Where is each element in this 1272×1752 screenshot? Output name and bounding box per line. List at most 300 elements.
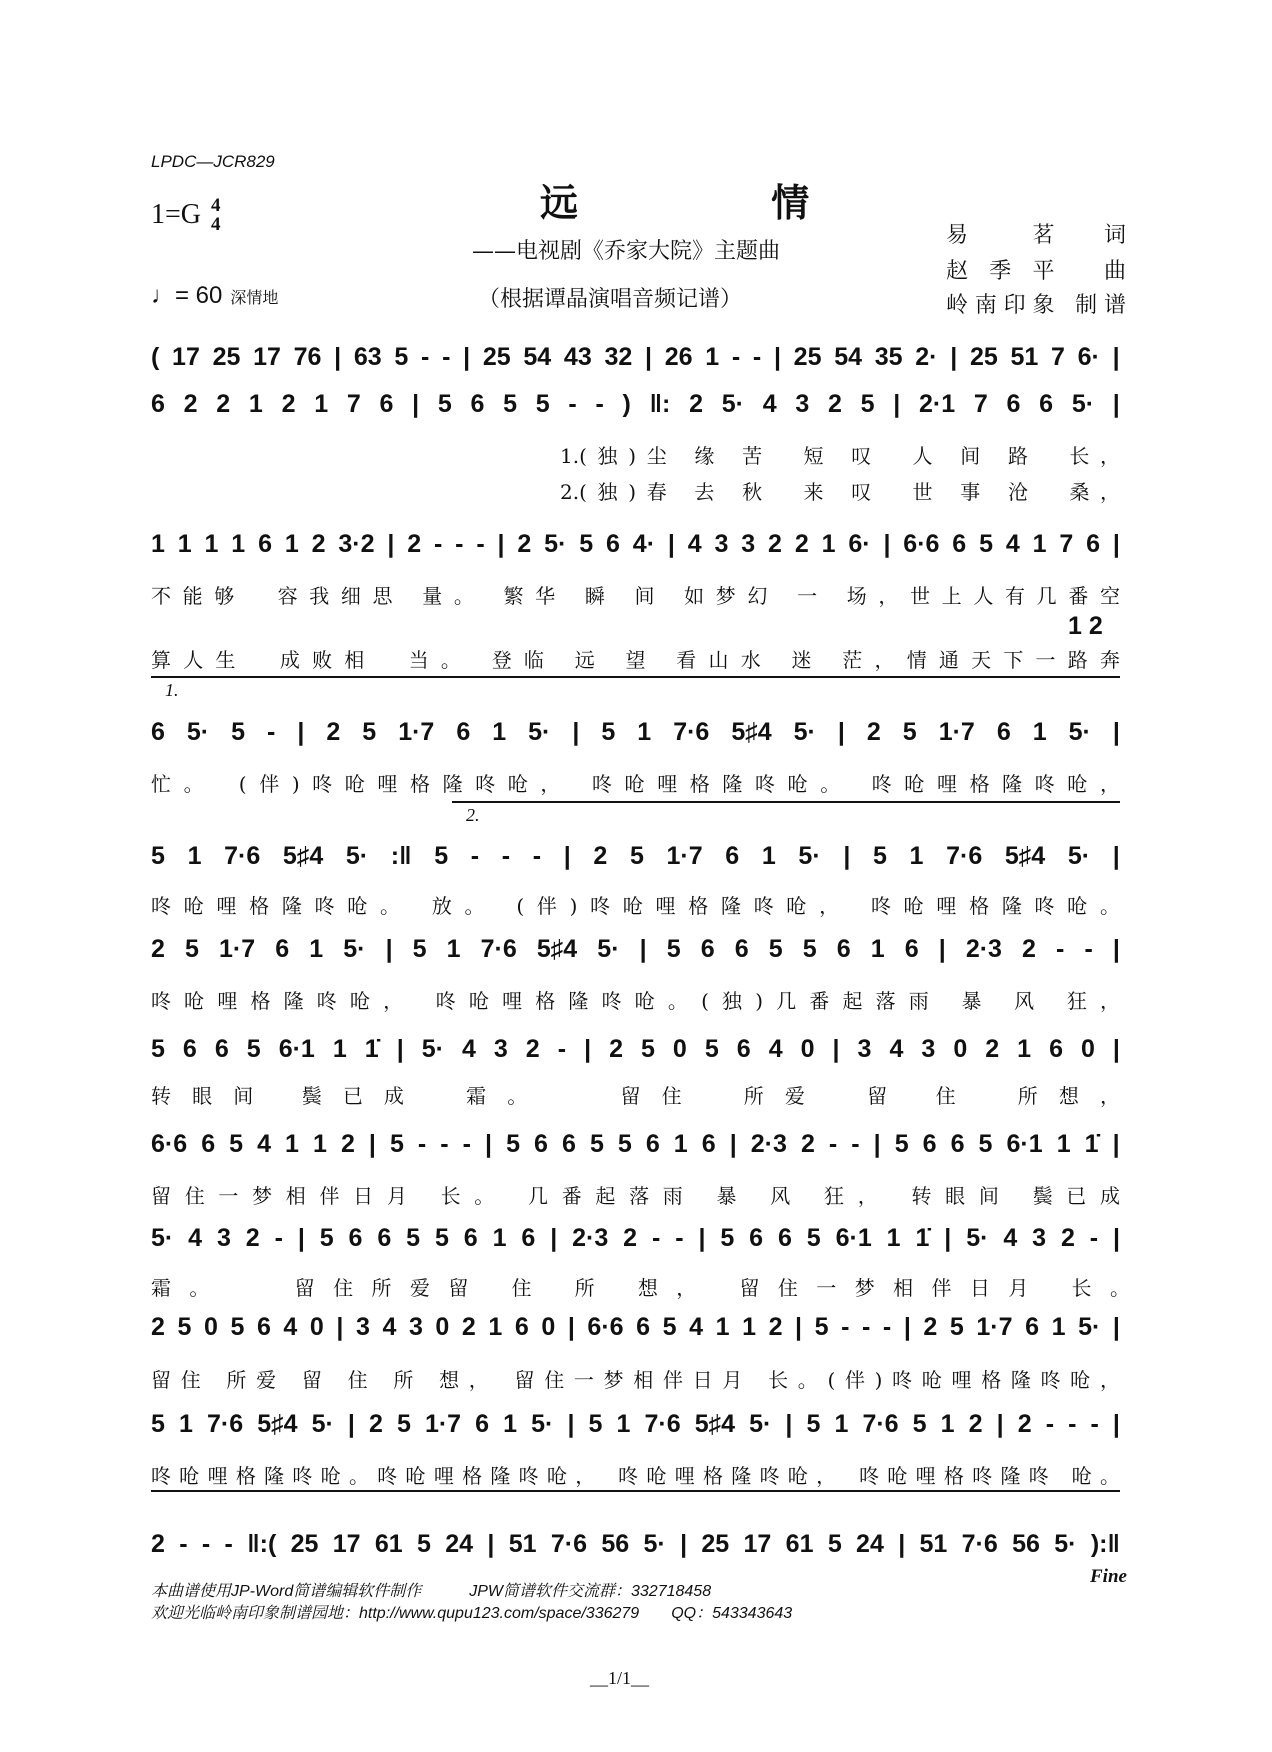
barline: | — [944, 1224, 952, 1252]
note: 5 — [902, 718, 917, 746]
note: 5 — [912, 1410, 927, 1438]
barline: | — [567, 1410, 575, 1438]
barline: | — [898, 1530, 906, 1558]
note: 6 — [636, 1313, 651, 1341]
barline: | — [644, 343, 652, 371]
note: 5♯4 — [731, 718, 772, 746]
note: 5 — [503, 390, 518, 418]
note: 6· — [1077, 343, 1100, 371]
barline: | — [1112, 343, 1120, 371]
volta-label: 2. — [466, 805, 480, 825]
note: 2 — [866, 718, 881, 746]
note: 1 — [715, 1313, 730, 1341]
note: 2 — [245, 1224, 260, 1252]
note: 5 — [949, 1313, 964, 1341]
note: 6 — [1025, 1313, 1039, 1341]
note: 1 — [151, 530, 165, 558]
barline: | — [698, 1224, 706, 1252]
barline: | — [832, 1035, 840, 1063]
note: 2 — [800, 1130, 815, 1158]
note: 6 — [348, 1224, 363, 1252]
note: 17 — [743, 1530, 772, 1558]
note: 1 — [673, 1130, 688, 1158]
note: 4 — [188, 1224, 203, 1252]
note: 1 — [1051, 1313, 1066, 1341]
note: ( — [151, 343, 160, 371]
score-line — [151, 1130, 1120, 1159]
barline: :‖ — [390, 842, 412, 870]
note: 6 — [725, 842, 740, 870]
note: 6 — [379, 390, 394, 418]
note: 1 — [503, 1410, 518, 1438]
note: 1 — [231, 530, 246, 558]
key: 1=G — [151, 199, 202, 230]
time-bottom: 4 — [211, 214, 221, 235]
note: 2 — [461, 1313, 476, 1341]
note: 5 — [814, 1313, 829, 1341]
score-line — [151, 343, 1120, 372]
note: 7·6 — [862, 1410, 899, 1438]
note: 1̇ — [364, 1035, 379, 1063]
note: 5 — [437, 390, 452, 418]
note: - — [442, 343, 451, 371]
page-number: __1/1__ — [590, 1668, 650, 1688]
note: 5 — [389, 1130, 404, 1158]
note: 4 — [768, 1035, 783, 1063]
note: 4 — [689, 1313, 704, 1341]
note: 5♯4 — [536, 935, 578, 963]
note: 5 — [588, 1410, 603, 1438]
note: 7·6 — [644, 1410, 681, 1438]
note: 6 — [456, 718, 471, 746]
note: 2 — [525, 1035, 540, 1063]
note: 5 — [417, 1530, 431, 1558]
note: 1·7 — [424, 1410, 462, 1438]
note: 54 — [834, 343, 863, 371]
note: 2 — [151, 1313, 165, 1341]
note: - — [1068, 1410, 1077, 1438]
barline: | — [903, 1313, 911, 1341]
score-code: LPDC—JCR829 — [151, 152, 275, 171]
note: 1 — [1032, 718, 1047, 746]
note: - — [433, 530, 443, 558]
time-top: 4 — [211, 195, 221, 216]
score-line — [151, 1530, 1120, 1559]
barline: | — [336, 1313, 344, 1341]
note: 5 — [319, 1224, 334, 1252]
volta-bracket — [151, 676, 1120, 678]
note: 3 — [408, 1313, 423, 1341]
note: 25 — [701, 1530, 730, 1558]
note: 6 — [922, 1130, 937, 1158]
note: - — [440, 1130, 449, 1158]
note: 5 — [720, 1224, 735, 1252]
note: 5 — [362, 718, 377, 746]
barline: | — [463, 343, 471, 371]
note: 0 — [1081, 1035, 1095, 1063]
barline: | — [950, 343, 958, 371]
note: 5· — [544, 530, 567, 558]
barline: | — [1112, 530, 1120, 558]
note: 6 — [734, 935, 749, 963]
note: - — [532, 842, 542, 870]
barline: | — [347, 1410, 355, 1438]
barline: ):‖ — [1090, 1530, 1120, 1558]
note: 4 — [257, 1130, 271, 1158]
note: 1 — [446, 935, 461, 963]
note: 5 — [434, 842, 449, 870]
barline: | — [584, 1035, 592, 1063]
note: 5· — [531, 1410, 554, 1438]
note: 5 — [406, 1224, 421, 1252]
note: - — [1045, 1410, 1055, 1438]
song-title: 远 情 — [540, 180, 900, 225]
note: 2 — [183, 390, 198, 418]
note: 6·1 — [278, 1035, 315, 1063]
note: 5· — [793, 718, 816, 746]
note: 2 — [985, 1035, 1000, 1063]
note: 1 — [940, 1410, 955, 1438]
note: 54 — [523, 343, 552, 371]
note: 2 — [517, 530, 532, 558]
note: 6 — [258, 530, 272, 558]
note: 5· — [1068, 718, 1091, 746]
note: 5 — [666, 935, 681, 963]
note: 6 — [470, 390, 485, 418]
note: - — [1089, 1224, 1099, 1252]
lyrics-line: 咚呛哩格隆咚呛， 咚呛哩格隆咚呛。(独)几番起落雨 暴 风 狂， — [151, 989, 1120, 1013]
note: 2 — [609, 1035, 623, 1063]
note: 4 — [283, 1313, 298, 1341]
score-line — [151, 530, 1120, 559]
note: 6 — [950, 1130, 965, 1158]
note: 2 — [623, 1224, 638, 1252]
barline: | — [334, 343, 342, 371]
note: 1·7 — [976, 1313, 1013, 1341]
barline: | — [385, 935, 393, 963]
barline: | — [1112, 1130, 1120, 1158]
note: 1 — [870, 935, 885, 963]
note: 7·6 — [224, 842, 261, 870]
note: 3 — [216, 1224, 231, 1252]
barline: | — [667, 530, 675, 558]
note: 4 — [762, 390, 777, 418]
note: 2 — [1060, 1224, 1075, 1252]
note: 25 — [212, 343, 241, 371]
note: - — [651, 1224, 661, 1252]
note: 2 — [828, 390, 842, 418]
note: - — [557, 1035, 567, 1063]
barline: | — [412, 390, 420, 418]
score-line — [151, 842, 1120, 871]
note: 76 — [293, 343, 322, 371]
note: 0 — [672, 1035, 687, 1063]
lyricist: 易 茗 词 — [946, 223, 1126, 248]
barline: | — [487, 1530, 495, 1558]
note: 5· — [1071, 390, 1095, 418]
note: 4 — [687, 530, 702, 558]
volta-label: 1. — [165, 680, 179, 700]
note: 5♯4 — [257, 1410, 298, 1438]
note: - — [1056, 935, 1065, 963]
note: 5 — [396, 1410, 411, 1438]
lyrics-line: 算人生 成败相 当。 登临 远 望 看山水 迷 茫，情通天下一路奔 — [151, 648, 1120, 672]
note: 1 — [313, 1130, 327, 1158]
score-line — [151, 1224, 1120, 1253]
note: 6 — [214, 1035, 229, 1063]
note: - — [1084, 935, 1093, 963]
note: 3·2 — [338, 530, 375, 558]
barline: | — [680, 1530, 688, 1558]
note: 5 — [806, 1224, 821, 1252]
barline: | — [785, 1410, 793, 1438]
note: 6 — [1006, 390, 1021, 418]
note: 35 — [874, 343, 903, 371]
barline: | — [893, 390, 901, 418]
note: 2 — [407, 530, 422, 558]
barline: | — [1112, 842, 1120, 870]
barline: | — [1112, 1035, 1120, 1063]
note: 6 — [836, 935, 851, 963]
score-line — [151, 1410, 1120, 1439]
note: 1 — [1017, 1035, 1032, 1063]
barline: | — [938, 935, 946, 963]
note: 5 — [860, 390, 875, 418]
note: 6 — [736, 1035, 751, 1063]
lyrics-line: 忙。 (伴)咚呛哩格隆咚呛， 咚呛哩格隆咚呛。 咚呛哩格隆咚呛， — [151, 772, 1120, 796]
note: 5 — [768, 935, 783, 963]
tempo — [151, 282, 278, 310]
note: 1 — [332, 1035, 347, 1063]
arranger: 岭南印象 制谱 — [946, 293, 1126, 318]
subtitle: ——电视剧《乔家大院》主题曲 — [472, 239, 781, 264]
note: 2 — [281, 390, 296, 418]
note: 5 — [229, 1130, 244, 1158]
note: 5 — [662, 1313, 677, 1341]
note: 7·6 — [206, 1410, 244, 1438]
note: 6 — [700, 935, 715, 963]
composer: 赵季平 曲 — [946, 259, 1126, 284]
footer-line-1: 本曲谱使用JP-Word简谱编辑软件制作 JPW简谱软件交流群：332718458 — [151, 1583, 712, 1600]
note: 0 — [309, 1313, 324, 1341]
note: 6·1 — [1006, 1130, 1043, 1158]
note: - — [568, 390, 577, 418]
note: 6 — [606, 530, 620, 558]
lyrics-line: 留住 所爱 留 住 所 想， 留住一梦相伴日月 长。(伴)咚呛哩格隆咚呛， — [151, 1368, 1120, 1392]
note: 6 — [1049, 1035, 1063, 1063]
note: 5 — [827, 1530, 842, 1558]
note: 7 — [1059, 530, 1074, 558]
note: 1 — [284, 530, 299, 558]
note: 2 — [794, 530, 809, 558]
lyrics-line: 不能够 容我细思 量。 繁华 瞬 间 如梦幻 一 场，世上人有几番空 — [151, 584, 1120, 608]
note: 1 — [314, 390, 329, 418]
note: - — [201, 1530, 211, 1558]
note: 5♯4 — [694, 1410, 736, 1438]
note: 61 — [785, 1530, 814, 1558]
barline: | — [297, 1224, 305, 1252]
note: - — [501, 842, 511, 870]
note: 1 — [637, 718, 652, 746]
note: 51 — [508, 1530, 537, 1558]
note: 2 — [340, 1130, 355, 1158]
barline: | — [837, 718, 845, 746]
note: 61 — [374, 1530, 403, 1558]
barline: | — [843, 842, 851, 870]
note: 5 — [579, 530, 594, 558]
barline: | — [497, 530, 505, 558]
note: 5· — [421, 1035, 444, 1063]
note: 6·6 — [903, 530, 940, 558]
barline: ‖:( — [247, 1530, 277, 1558]
lyrics-line: 1.(独)尘 缘 苦 短 叹 人 间 路 长， — [560, 444, 1120, 468]
fine-mark: Fine — [1090, 1566, 1127, 1587]
note: - — [274, 1224, 283, 1252]
note: 3 — [741, 530, 756, 558]
note: - — [841, 1313, 850, 1341]
note: 7·6 — [550, 1530, 588, 1558]
note: 2 — [968, 1410, 983, 1438]
note: 5 — [894, 1130, 909, 1158]
barline: | — [387, 530, 395, 558]
barline: | — [396, 1035, 404, 1063]
note: 5 — [434, 1224, 449, 1252]
note: 6 — [777, 1224, 792, 1252]
note: 5 — [185, 935, 199, 963]
note: 1 — [1032, 530, 1047, 558]
note: - — [882, 1313, 892, 1341]
note: 51 — [919, 1530, 948, 1558]
note: 5 — [246, 1035, 261, 1063]
note: 6 — [952, 530, 967, 558]
note: 32 — [604, 343, 633, 371]
note: 5♯4 — [282, 842, 324, 870]
barline: | — [1112, 1313, 1120, 1341]
barline: ‖: — [649, 390, 671, 418]
note: 5 — [231, 718, 246, 746]
note: 6 — [996, 718, 1011, 746]
note: 2·1 — [919, 390, 956, 418]
note: 1 — [492, 718, 507, 746]
note: 25 — [793, 343, 822, 371]
note: 5 — [394, 343, 409, 371]
note: 7 — [973, 390, 988, 418]
note: 1·7 — [938, 718, 975, 746]
barline: | — [297, 718, 305, 746]
note: 5 — [979, 530, 993, 558]
note: 17 — [253, 343, 281, 371]
note: 5 — [151, 1035, 165, 1063]
note: 6 — [904, 935, 919, 963]
note: 1 — [886, 1224, 901, 1252]
note: 6·6 — [587, 1313, 624, 1341]
note: 1 — [204, 530, 219, 558]
note: 17 — [172, 343, 200, 371]
note: 1 — [177, 530, 192, 558]
note: 7 — [346, 390, 361, 418]
note: 25 — [290, 1530, 319, 1558]
note: - — [462, 1130, 471, 1158]
note: 3 — [921, 1035, 936, 1063]
note: 2 — [768, 1313, 783, 1341]
note: 17 — [332, 1530, 361, 1558]
note: 6 — [534, 1130, 548, 1158]
note: 5· — [1078, 1313, 1101, 1341]
extra-notes: 1 2 — [1068, 612, 1103, 640]
note: 7·6 — [961, 1530, 998, 1558]
note: 5 — [412, 935, 427, 963]
note: 6·6 — [151, 1130, 188, 1158]
note: 2 — [151, 935, 165, 963]
note: 25 — [482, 343, 511, 371]
note: 6 — [256, 1313, 271, 1341]
barline: | — [1112, 935, 1120, 963]
note: 5 — [806, 1410, 821, 1438]
barline: | — [567, 1313, 575, 1341]
note: 5· — [311, 1410, 334, 1438]
note: 2 — [923, 1313, 938, 1341]
note: 6 — [182, 1035, 197, 1063]
note: 5 — [589, 1130, 604, 1158]
note: 7·6 — [480, 935, 517, 963]
note: 6 — [521, 1224, 536, 1252]
note: 26 — [664, 343, 693, 371]
note: 1 — [187, 842, 202, 870]
note: 1 — [309, 935, 324, 963]
expression-mark: 深情地 — [230, 290, 279, 307]
note: 5· — [343, 935, 366, 963]
note: 1 — [285, 1130, 299, 1158]
barline: | — [485, 1130, 493, 1158]
note: 6·1 — [835, 1224, 872, 1252]
note: 5· — [1067, 842, 1091, 870]
note: 5 — [802, 935, 817, 963]
note: 6 — [701, 1130, 716, 1158]
note: ) — [622, 390, 631, 418]
barline: | — [873, 1130, 881, 1158]
note: 2· — [915, 343, 938, 371]
note: 6 — [1039, 390, 1054, 418]
note: 3 — [714, 530, 729, 558]
note: 2·3 — [965, 935, 1002, 963]
note: 24 — [445, 1530, 474, 1558]
barline: | — [795, 1313, 803, 1341]
barline: | — [1112, 718, 1120, 746]
note: 2 — [1022, 935, 1036, 963]
note: 1 — [761, 842, 776, 870]
lyrics-line: 留住一梦相伴日月 长。 几番起落雨 暴 风 狂， 转眼间 鬓已成 — [151, 1184, 1120, 1208]
note: - — [1090, 1410, 1099, 1438]
note: 25 — [969, 343, 998, 371]
barline: | — [883, 530, 891, 558]
note: 1̇ — [1084, 1130, 1099, 1158]
note: - — [752, 343, 762, 371]
lyrics-line: 咚呛哩格隆咚呛。 放。 (伴)咚呛哩格隆咚呛， 咚呛哩格隆咚呛。 — [151, 894, 1120, 918]
note: - — [421, 343, 430, 371]
note: 1·7 — [219, 935, 256, 963]
tempo-value: ♩= 60 — [151, 282, 223, 309]
note: 5· — [721, 390, 744, 418]
note: 3 — [857, 1035, 872, 1063]
key-signature — [151, 196, 221, 234]
note: 56 — [1012, 1530, 1040, 1558]
note: 6 — [561, 1130, 576, 1158]
note: 5 — [177, 1313, 192, 1341]
note: 5♯4 — [1004, 842, 1046, 870]
note: 6· — [848, 530, 871, 558]
note: 5 — [641, 1035, 655, 1063]
note: 5 — [601, 718, 616, 746]
